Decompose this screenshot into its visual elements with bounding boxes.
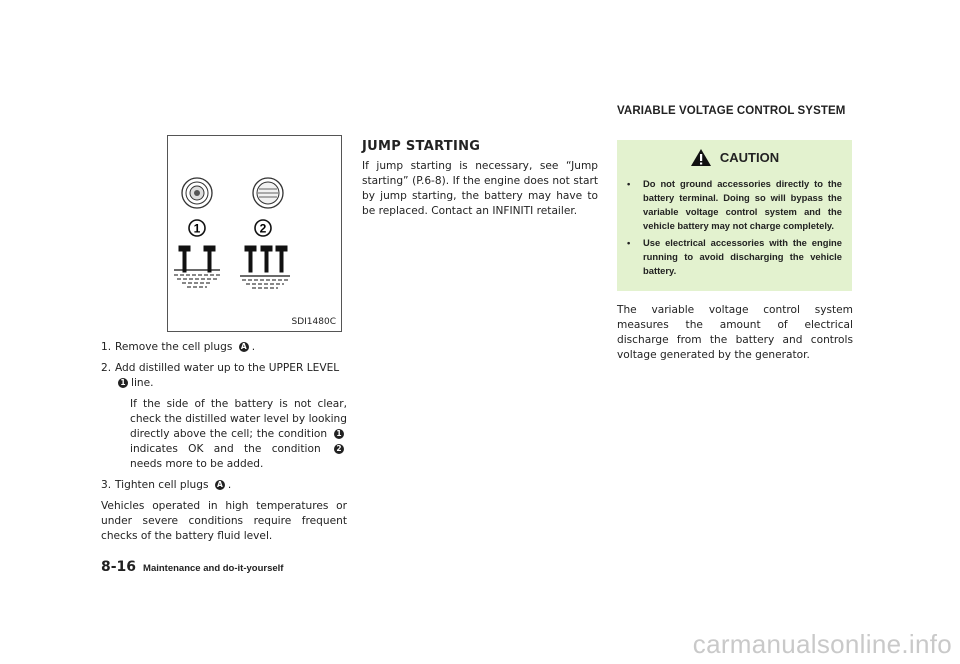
cell-level-ok-icon xyxy=(174,246,220,287)
badge-a: A xyxy=(215,480,225,490)
jump-starting-body: If jump starting is necessary, see “Jump starting” (P.6-8). If the engine does not start by jump starting, the battery may have to be replaced. Contact an INFINITI retailer. xyxy=(362,160,598,217)
caution-text: Use electrical accessories with the engine running to avoid discharging the vehicle battery. xyxy=(643,237,842,276)
step-number: 1. xyxy=(101,341,112,353)
caution-title: CAUTION xyxy=(719,150,780,165)
cell-level-low-icon xyxy=(240,246,290,288)
cell-plug-low-icon xyxy=(253,178,283,208)
battery-diagram xyxy=(167,135,342,332)
detail-text: indicates OK and the condition xyxy=(130,443,321,455)
caution-header xyxy=(617,148,852,167)
svg-text:1: 1 xyxy=(193,221,201,236)
badge-2: 2 xyxy=(334,444,344,454)
jump-starting-heading: JUMP STARTING xyxy=(362,139,481,154)
caution-text: Do not ground accessories directly to the battery terminal. Doing so will bypass the variable voltage control system and the vehicle battery may not charge completely. xyxy=(643,178,842,231)
label-2-badge xyxy=(255,220,271,236)
caution-box xyxy=(617,140,852,291)
step-end: . xyxy=(227,479,232,491)
detail-text: needs more to be added. xyxy=(130,458,264,470)
battery-cell-illustration xyxy=(168,136,341,331)
bullet: • xyxy=(627,178,631,189)
caution-list xyxy=(617,177,852,278)
variable-voltage-body: The variable voltage control system measures the amount of electrical discharge from the battery and controls voltage generated by the generator. xyxy=(617,304,853,361)
watermark: carmanualsonline.info xyxy=(692,629,952,659)
badge-a: A xyxy=(239,342,249,352)
caution-item xyxy=(627,177,842,233)
step-3 xyxy=(101,478,347,493)
step-text: Tighten cell plugs xyxy=(115,479,209,491)
jump-starting-section xyxy=(362,139,598,219)
battery-instructions xyxy=(101,340,347,544)
caution-item xyxy=(627,236,842,278)
step-end: . xyxy=(251,341,256,353)
detail-text: If the side of the battery is not clear, check the distilled water level by looking directly above the cell; the condition xyxy=(130,398,347,440)
step-end: line. xyxy=(131,377,154,389)
fluid-check-paragraph: Vehicles operated in high temperatures or under severe conditions require frequent checks of the battery fluid level. xyxy=(101,500,347,542)
step-text: Add distilled water up to the UPPER LEVEL xyxy=(115,362,340,374)
figure-code: SDI1480C xyxy=(291,317,336,327)
variable-voltage-section xyxy=(617,105,853,363)
cell-plug-ok-icon xyxy=(182,178,212,208)
svg-text:2: 2 xyxy=(259,221,267,236)
step-2 xyxy=(101,361,347,391)
bullet: • xyxy=(627,237,631,248)
warning-triangle-icon xyxy=(690,148,712,167)
page-number: 8-16 xyxy=(101,559,137,575)
section-title: Maintenance and do-it-yourself xyxy=(143,563,284,574)
variable-voltage-heading: VARIABLE VOLTAGE CONTROL SYSTEM xyxy=(617,105,846,117)
page-footer xyxy=(101,559,283,575)
step-2-detail xyxy=(101,397,347,472)
step-number: 2. xyxy=(101,362,112,374)
step-text: Remove the cell plugs xyxy=(115,341,233,353)
step-number: 3. xyxy=(101,479,112,491)
step-1 xyxy=(101,340,347,355)
label-1-badge xyxy=(189,220,205,236)
badge-1: 1 xyxy=(118,378,128,388)
badge-1: 1 xyxy=(334,429,344,439)
